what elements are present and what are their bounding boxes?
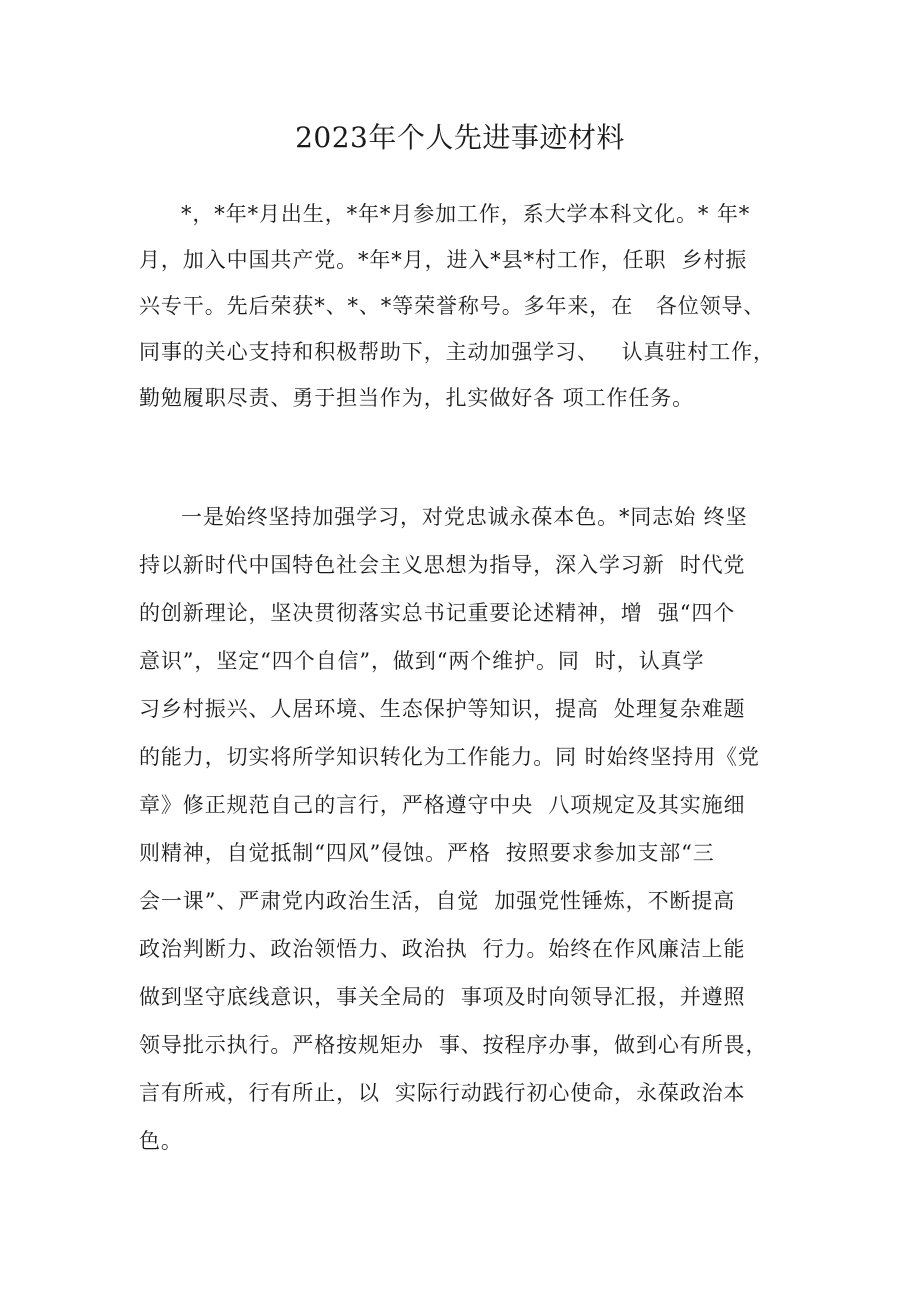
paragraph-line: 的能力，切实将所学知识转化为工作能力。同 时始终坚持用《党	[139, 745, 760, 769]
paragraph-study	[139, 495, 809, 1155]
paragraph-line: 色。	[139, 1129, 183, 1153]
paragraph-line: 章》修正规范自己的言行，严格遵守中央 八项规定及其实施细	[139, 793, 746, 817]
paragraph-line: 持以新时代中国特色社会主义思想为指导，深入学习新 时代党	[139, 553, 746, 577]
paragraph-line: 同事的关心支持和积极帮助下，主动加强学习、 认真驻村工作，	[139, 340, 775, 364]
paragraph-line: 意识”，坚定“四个自信”，做到“两个维护。同 时，认真学	[139, 649, 705, 673]
paragraph-line: 一是始终坚持加强学习，对党忠诚永葆本色。*同志始 终坚	[181, 505, 748, 529]
paragraph-line: 的创新理论，坚决贯彻落实总书记重要论述精神，增 强“四个	[139, 601, 736, 625]
paragraph-line: 兴专干。先后荣获*、*、*等荣誉称号。多年来，在 各位领导、	[139, 294, 766, 318]
paragraph-line: 勤勉履职尽责、勇于担当作为，扎实做好各 项工作任务。	[139, 386, 695, 410]
paragraph-line: 则精神，自觉抵制“四风”侵蚀。严格 按照要求参加支部“三	[139, 841, 715, 865]
paragraph-line: 领导批示执行。严格按规矩办 事、按程序办事，做到心有所畏，	[139, 1033, 768, 1057]
paragraph-intro	[139, 192, 809, 432]
paragraph-line: 会一课”、严肃党内政治生活，自觉 加强党性锤炼，不断提高	[139, 889, 736, 913]
paragraph-line: *，*年*月出生，*年*月参加工作，系大学本科文化。* 年*	[181, 202, 751, 226]
paragraph-line: 言有所戒，行有所止，以 实际行动践行初心使命，永葆政治本	[139, 1081, 746, 1105]
paragraph-line: 政治判断力、政治领悟力、政治执 行力。始终在作风廉洁上能	[139, 937, 746, 961]
paragraph-line: 习乡村振兴、人居环境、生态保护等知识，提高 处理复杂难题	[139, 697, 746, 721]
paragraph-line: 月，加入中国共产党。*年*月，进入*县*村工作，任职 乡村振	[139, 248, 748, 272]
document-title: 2023年个人先进事迹材料	[295, 121, 625, 154]
paragraph-line: 做到坚守底线意识，事关全局的 事项及时向领导汇报，并遵照	[139, 985, 746, 1009]
